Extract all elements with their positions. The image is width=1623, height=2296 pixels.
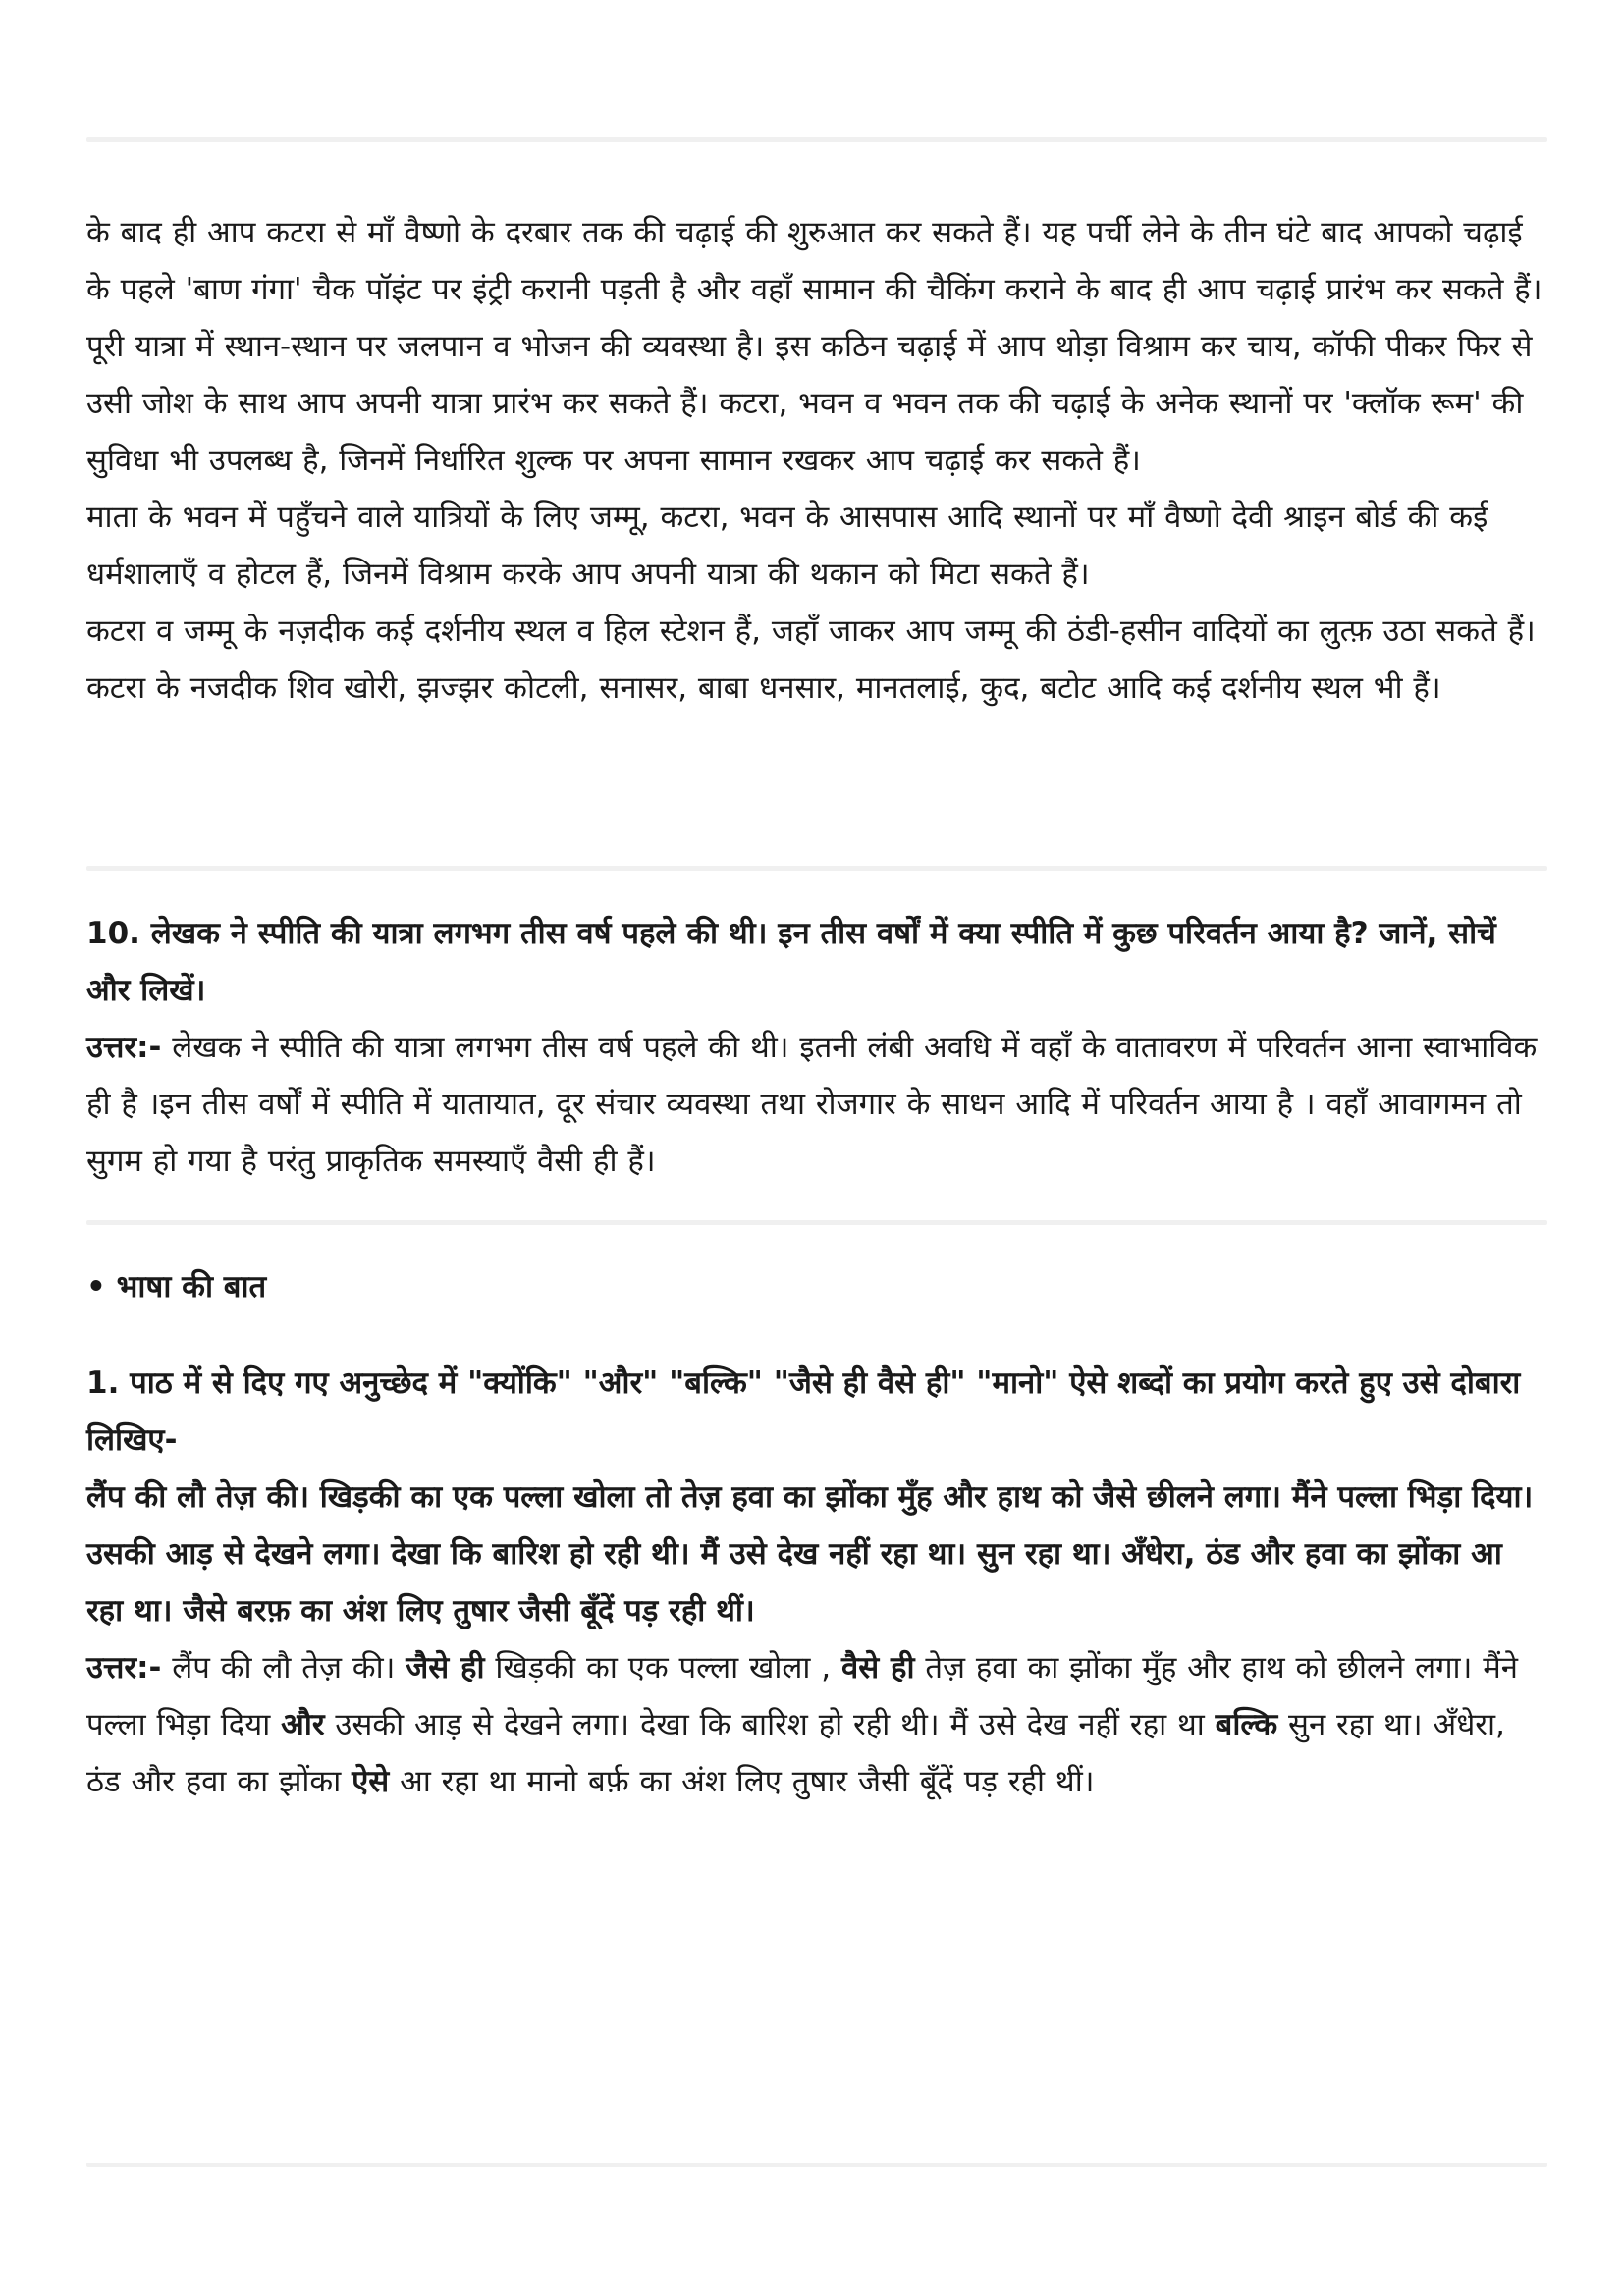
question-1: 1. पाठ में से दिए गए अनुच्छेद में "क्योंकि" "और" "बल्कि" "जैसे ही वैसे ही" "मानो" ऐसे शब्दों का प्रयोग करते हुए उसे दोबारा लिखिए- <box>86 1365 1521 1458</box>
answer-text: तेज़ हवा का झोंका मुँह और हाथ को छीलने लगा। मैंने पल्ला भिड़ा दिया <box>86 1650 1518 1742</box>
answer-1 <box>86 1639 1547 1810</box>
section-heading: • भाषा की बात <box>86 1269 267 1305</box>
answer-label: उत्तर:- <box>86 1650 162 1685</box>
answer-text: खिड़की का एक पल्ला खोला , <box>484 1650 842 1685</box>
paragraph: के बाद ही आप कटरा से माँ वैष्णो के दरबार तक की चढ़ाई की शुरुआत कर सकते हैं। यह पर्ची लेने के तीन घंटे बाद आपको चढ़ाई के पहले 'बाण गंगा' चैक पॉइंट पर इंट्री करानी पड़ती है और वहाँ सामान की चैकिंग कराने के बाद ही आप चढ़ाई प्रारंभ कर सकते हैं। <box>86 215 1542 307</box>
paragraph: पूरी यात्रा में स्थान-स्थान पर जलपान व भोजन की व्यवस्था है। इस कठिन चढ़ाई में आप थोड़ा विश्राम कर चाय, कॉफी पीकर फिर से उसी जोश के साथ आप अपनी यात्रा प्रारंभ कर सकते हैं। कटरा, भवन व भवन तक की चढ़ाई के अनेक स्थानों पर 'क्लॉक रूम' की सुविधा भी उपलब्ध है, जिनमें निर्धारित शुल्क पर अपना सामान रखकर आप चढ़ाई कर सकते हैं। <box>86 329 1533 478</box>
bottom-divider <box>86 2163 1547 2167</box>
conjunction-highlight: और <box>281 1707 325 1742</box>
conjunction-highlight: वैसे ही <box>841 1650 915 1685</box>
answer-10 <box>86 1019 1547 1190</box>
section-divider <box>86 1220 1547 1225</box>
continuation-section <box>86 204 1547 717</box>
question-10-section <box>86 905 1547 1190</box>
question-1-section <box>86 1355 1547 1810</box>
paragraph: माता के भवन में पहुँचने वाले यात्रियों के लिए जम्मू, कटरा, भवन के आसपास आदि स्थानों पर माँ वैष्णो देवी श्राइन बोर्ड की कई धर्मशालाएँ व होटल हैं, जिनमें विश्राम करके आप अपनी यात्रा की थकान को मिटा सकते हैं। <box>86 500 1488 592</box>
section-divider <box>86 866 1547 871</box>
answer-text: लेखक ने स्पीति की यात्रा लगभग तीस वर्ष पहले की थी। इतनी लंबी अवधि में वहाँ के वातावरण में परिवर्तन आना स्वाभाविक ही है ।इन तीस वर्षों में स्पीति में यातायात, दूर संचार व्यवस्था तथा रोजगार के साधन आदि में परिवर्तन आया है । वहाँ आवागमन तो सुगम हो गया है परंतु प्राकृतिक समस्याएँ वैसी ही हैं। <box>86 1030 1538 1179</box>
question-10: 10. लेखक ने स्पीति की यात्रा लगभग तीस वर्ष पहले की थी। इन तीस वर्षों में क्या स्पीति में कुछ परिवर्तन आया है? जानें, सोचें और लिखें। <box>86 916 1496 1008</box>
conjunction-highlight: बल्कि <box>1215 1707 1278 1742</box>
language-section <box>86 1258 1547 1315</box>
answer-text: लैंप की लौ तेज़ की। <box>161 1650 406 1685</box>
answer-text: सुन रहा था। अँधेरा, ठंड और हवा का झोंका <box>86 1707 1505 1799</box>
conjunction-highlight: जैसे ही <box>406 1650 485 1685</box>
passage: लैंप की लौ तेज़ की। खिड़की का एक पल्ला खोला तो तेज़ हवा का झोंका मुँह और हाथ को जैसे छीलने लगा। मैंने पल्ला भिड़ा दिया। उसकी आड़ से देखने लगा। देखा कि बारिश हो रही थी। मैं उसे देख नहीं रहा था। सुन रहा था। अँधेरा, ठंड और हवा का झोंका आ रहा था। जैसे बरफ़ का अंश लिए तुषार जैसी बूँदें पड़ रही थीं। <box>86 1479 1534 1629</box>
answer-text: उसकी आड़ से देखने लगा। देखा कि बारिश हो रही थी। मैं उसे देख नहीं रहा था <box>324 1707 1216 1742</box>
answer-text: आ रहा था मानो बर्फ़ का अंश लिए तुषार जैसी बूँदें पड़ रही थीं। <box>389 1764 1095 1799</box>
paragraph: कटरा व जम्मू के नज़दीक कई दर्शनीय स्थल व हिल स्टेशन हैं, जहाँ जाकर आप जम्मू की ठंडी-हसीन वादियों का लुत्फ़ उठा सकते हैं। कटरा के नजदीक शिव खोरी, झज्झर कोटली, सनासर, बाबा धनसार, मानतलाई, कुद, बटोट आदि कई दर्शनीय स्थल भी हैं। <box>86 614 1536 706</box>
top-divider <box>86 137 1547 142</box>
answer-label: उत्तर:- <box>86 1030 162 1065</box>
conjunction-highlight: ऐसे <box>352 1764 390 1799</box>
